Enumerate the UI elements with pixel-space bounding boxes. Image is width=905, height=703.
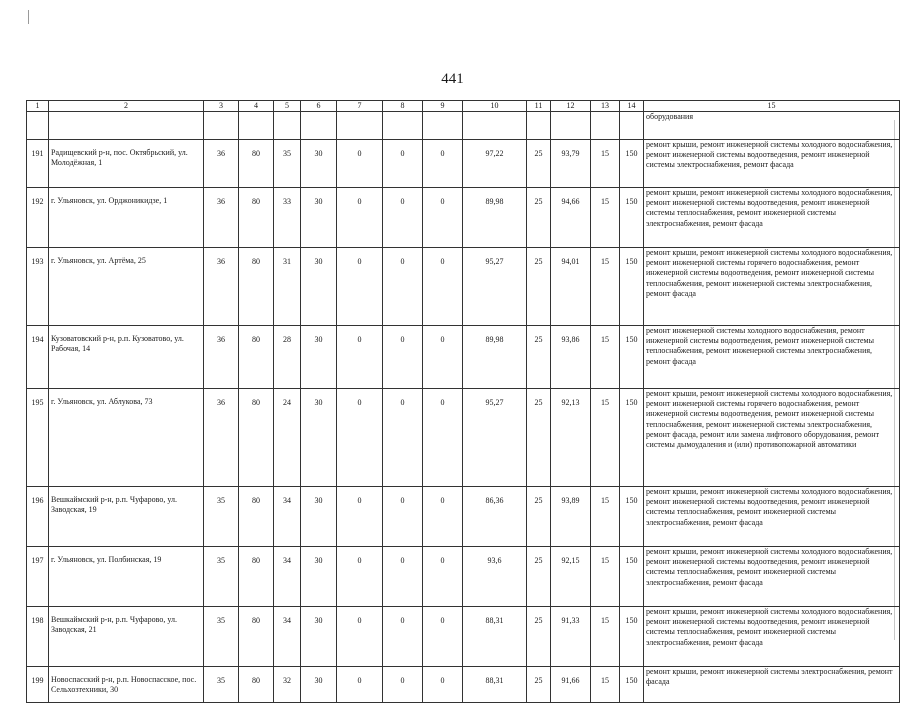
col-9-cell: 0: [423, 248, 463, 326]
col-3-cell: 36: [204, 140, 239, 188]
col-13-cell: 15: [591, 140, 620, 188]
column-header-12: 12: [551, 101, 591, 112]
column-header-15: 15: [644, 101, 900, 112]
row-number: 199: [27, 667, 49, 703]
col-13-cell: 15: [591, 326, 620, 389]
col-11-cell: 25: [527, 547, 551, 607]
col-7-cell: 0: [337, 188, 383, 248]
table-row: [27, 607, 900, 667]
table-row: [27, 389, 900, 487]
col-9-cell: 0: [423, 547, 463, 607]
col-5-cell: 32: [274, 667, 301, 703]
col-7-cell: 0: [337, 547, 383, 607]
col-7-cell: 0: [337, 326, 383, 389]
col-6-cell: 30: [301, 188, 337, 248]
col-7-cell: 0: [337, 248, 383, 326]
row-number: 195: [27, 389, 49, 487]
col-6-cell: 30: [301, 326, 337, 389]
col-13-cell: 15: [591, 487, 620, 547]
col-8-cell: 0: [383, 487, 423, 547]
col-10-cell: 89,98: [463, 188, 527, 248]
column-header-1: 1: [27, 101, 49, 112]
col-10-cell: 95,27: [463, 248, 527, 326]
address-cell: г. Ульяновск, ул. Орджоникидзе, 1: [49, 188, 204, 248]
col-5-cell: 34: [274, 487, 301, 547]
col-14-cell: 150: [620, 487, 644, 547]
col-7-cell: 0: [337, 607, 383, 667]
col-6-cell: 30: [301, 140, 337, 188]
address-cell: г. Ульяновск, ул. Аблукова, 73: [49, 389, 204, 487]
col-3-cell: 35: [204, 607, 239, 667]
col-11-cell: 25: [527, 487, 551, 547]
col-9-cell: 0: [423, 389, 463, 487]
col-6-cell: 30: [301, 248, 337, 326]
col-11-cell: 25: [527, 188, 551, 248]
col-11-cell: 25: [527, 248, 551, 326]
col-12-cell: 91,33: [551, 607, 591, 667]
row-number: 196: [27, 487, 49, 547]
column-header-8: 8: [383, 101, 423, 112]
address-cell: Вешкаймский р-н, р.п. Чуфарово, ул. Заводская, 21: [49, 607, 204, 667]
col-14-cell: 150: [620, 188, 644, 248]
col-14-cell: 150: [620, 326, 644, 389]
col-5-cell: 34: [274, 607, 301, 667]
col-8-cell: 0: [383, 667, 423, 703]
continuation-text: оборудования: [644, 112, 900, 140]
col-6-cell: 30: [301, 389, 337, 487]
col-8-cell: 0: [383, 389, 423, 487]
page-number: 441: [441, 71, 464, 87]
col-6-cell: 30: [301, 667, 337, 703]
column-header-3: 3: [204, 101, 239, 112]
col-10-cell: 86,36: [463, 487, 527, 547]
col-9-cell: 0: [423, 667, 463, 703]
col-10-cell: 88,31: [463, 667, 527, 703]
col-12-cell: 94,66: [551, 188, 591, 248]
column-header-7: 7: [337, 101, 383, 112]
col-10-cell: 89,98: [463, 326, 527, 389]
col-14-cell: 150: [620, 389, 644, 487]
col-3-cell: 36: [204, 248, 239, 326]
col-9-cell: 0: [423, 487, 463, 547]
row-number: 193: [27, 248, 49, 326]
col-13-cell: 15: [591, 389, 620, 487]
col-4-cell: 80: [239, 326, 274, 389]
col-10-cell: 88,31: [463, 607, 527, 667]
col-11-cell: 25: [527, 326, 551, 389]
table-row: [27, 326, 900, 389]
row-number: 198: [27, 607, 49, 667]
col-13-cell: 15: [591, 188, 620, 248]
column-header-6: 6: [301, 101, 337, 112]
column-header-13: 13: [591, 101, 620, 112]
column-header-11: 11: [527, 101, 551, 112]
col-4-cell: 80: [239, 140, 274, 188]
works-cell: ремонт крыши, ремонт инженерной системы холодного водоснабжения, ремонт инженерной системы водоотведения, ремонт инженерной системы теплоснабжения, ремонт инженерной системы электроснабжения, ремонт фасада: [644, 487, 900, 547]
col-8-cell: 0: [383, 188, 423, 248]
col-8-cell: 0: [383, 326, 423, 389]
col-4-cell: 80: [239, 389, 274, 487]
col-8-cell: 0: [383, 547, 423, 607]
row-number: 192: [27, 188, 49, 248]
col-9-cell: 0: [423, 607, 463, 667]
col-11-cell: 25: [527, 667, 551, 703]
col-9-cell: 0: [423, 140, 463, 188]
col-3-cell: 35: [204, 667, 239, 703]
col-14-cell: 150: [620, 547, 644, 607]
col-9-cell: 0: [423, 188, 463, 248]
works-cell: ремонт крыши, ремонт инженерной системы холодного водоснабжения, ремонт инженерной системы водоотведения, ремонт инженерной системы теплоснабжения, ремонт инженерной системы электроснабжения, ремонт фасада: [644, 607, 900, 667]
col-3-cell: 35: [204, 487, 239, 547]
col-7-cell: 0: [337, 487, 383, 547]
col-12-cell: 92,15: [551, 547, 591, 607]
continuation-row: [27, 112, 900, 140]
col-11-cell: 25: [527, 607, 551, 667]
col-4-cell: 80: [239, 248, 274, 326]
col-12-cell: 93,89: [551, 487, 591, 547]
column-number-row: [27, 101, 900, 112]
col-4-cell: 80: [239, 547, 274, 607]
table-row: [27, 248, 900, 326]
col-4-cell: 80: [239, 607, 274, 667]
col-7-cell: 0: [337, 389, 383, 487]
col-10-cell: 95,27: [463, 389, 527, 487]
col-13-cell: 15: [591, 607, 620, 667]
col-8-cell: 0: [383, 140, 423, 188]
col-3-cell: 35: [204, 547, 239, 607]
col-14-cell: 150: [620, 607, 644, 667]
col-14-cell: 150: [620, 248, 644, 326]
works-cell: ремонт инженерной системы холодного водоснабжения, ремонт инженерной системы водоотведения, ремонт инженерной системы теплоснабжения, ремонт инженерной системы электроснабжения, ремонт фасада: [644, 326, 900, 389]
table-row: [27, 547, 900, 607]
col-7-cell: 0: [337, 667, 383, 703]
col-13-cell: 15: [591, 547, 620, 607]
col-14-cell: 150: [620, 667, 644, 703]
col-12-cell: 94,01: [551, 248, 591, 326]
table-row: [27, 188, 900, 248]
col-12-cell: 93,79: [551, 140, 591, 188]
column-header-10: 10: [463, 101, 527, 112]
row-number: 191: [27, 140, 49, 188]
address-cell: г. Ульяновск, ул. Артёма, 25: [49, 248, 204, 326]
register-table: [26, 100, 900, 703]
col-12-cell: 91,66: [551, 667, 591, 703]
column-header-9: 9: [423, 101, 463, 112]
col-5-cell: 34: [274, 547, 301, 607]
col-9-cell: 0: [423, 326, 463, 389]
column-header-5: 5: [274, 101, 301, 112]
works-cell: ремонт крыши, ремонт инженерной системы холодного водоснабжения, ремонт инженерной системы водоотведения, ремонт инженерной системы электроснабжения, ремонт фасада: [644, 140, 900, 188]
col-4-cell: 80: [239, 188, 274, 248]
address-cell: Радищевский р-н, пос. Октябрьский, ул. Молодёжная, 1: [49, 140, 204, 188]
col-5-cell: 33: [274, 188, 301, 248]
address-cell: Вешкаймский р-н, р.п. Чуфарово, ул. Заводская, 19: [49, 487, 204, 547]
col-5-cell: 24: [274, 389, 301, 487]
col-10-cell: 97,22: [463, 140, 527, 188]
col-5-cell: 31: [274, 248, 301, 326]
col-7-cell: 0: [337, 140, 383, 188]
address-cell: Новоспасский р-н, р.п. Новоспасское, пос. Сельхозтехники, 30: [49, 667, 204, 703]
col-8-cell: 0: [383, 248, 423, 326]
works-cell: ремонт крыши, ремонт инженерной системы холодного водоснабжения, ремонт инженерной системы водоотведения, ремонт инженерной системы теплоснабжения, ремонт инженерной системы электроснабжения, ремонт фасада: [644, 188, 900, 248]
col-3-cell: 36: [204, 389, 239, 487]
col-10-cell: 93,6: [463, 547, 527, 607]
col-12-cell: 93,86: [551, 326, 591, 389]
col-5-cell: 35: [274, 140, 301, 188]
col-6-cell: 30: [301, 547, 337, 607]
works-cell: ремонт крыши, ремонт инженерной системы холодного водоснабжения, ремонт инженерной системы горячего водоснабжения, ремонт инженерной системы водоотведения, ремонт инженерной системы теплоснабжения, ремонт инженерной системы электроснабжения, ремонт фасада: [644, 248, 900, 326]
address-cell: Кузоватовский р-н, р.п. Кузоватово, ул. Рабочая, 14: [49, 326, 204, 389]
col-3-cell: 36: [204, 326, 239, 389]
col-3-cell: 36: [204, 188, 239, 248]
col-13-cell: 15: [591, 248, 620, 326]
column-header-14: 14: [620, 101, 644, 112]
row-number: 194: [27, 326, 49, 389]
row-number: 197: [27, 547, 49, 607]
address-cell: г. Ульяновск, ул. Полбинская, 19: [49, 547, 204, 607]
col-12-cell: 92,13: [551, 389, 591, 487]
scan-mark-left: [28, 10, 29, 24]
col-6-cell: 30: [301, 607, 337, 667]
col-5-cell: 28: [274, 326, 301, 389]
column-header-2: 2: [49, 101, 204, 112]
table-row: [27, 667, 900, 703]
col-11-cell: 25: [527, 140, 551, 188]
works-cell: ремонт крыши, ремонт инженерной системы холодного водоснабжения, ремонт инженерной системы водоотведения, ремонт инженерной системы теплоснабжения, ремонт инженерной системы электроснабжения, ремонт фасада: [644, 547, 900, 607]
table-row: [27, 487, 900, 547]
col-4-cell: 80: [239, 487, 274, 547]
col-14-cell: 150: [620, 140, 644, 188]
works-cell: ремонт крыши, ремонт инженерной системы холодного водоснабжения, ремонт инженерной системы горячего водоснабжения, ремонт инженерной системы водоотведения, ремонт инженерной системы теплоснабжения, ремонт инженерной системы электроснабжения, ремонт фасада, ремонт или замена лифтового оборудования, ремонт системы дымоудаления и (или) противопожарной автоматики: [644, 389, 900, 487]
col-11-cell: 25: [527, 389, 551, 487]
table-row: [27, 140, 900, 188]
col-6-cell: 30: [301, 487, 337, 547]
works-cell: ремонт крыши, ремонт инженерной системы электроснабжения, ремонт фасада: [644, 667, 900, 703]
col-8-cell: 0: [383, 607, 423, 667]
column-header-4: 4: [239, 101, 274, 112]
col-13-cell: 15: [591, 667, 620, 703]
col-4-cell: 80: [239, 667, 274, 703]
